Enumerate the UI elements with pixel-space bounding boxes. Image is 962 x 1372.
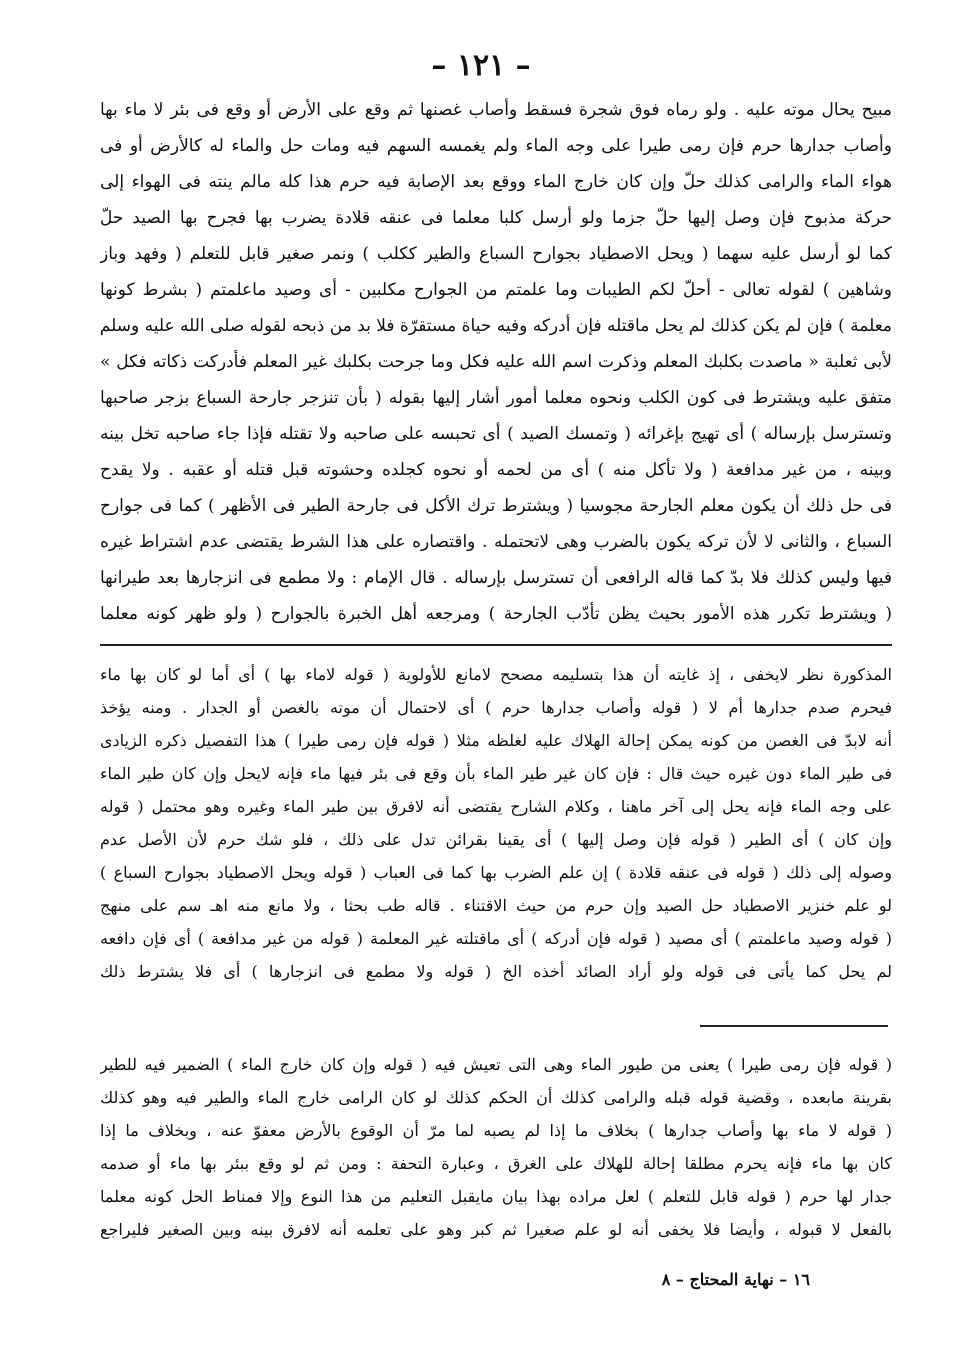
footnote-line: لو علم خنزير الاصطياد حل الصيد وإن حرم من حيث الاقتناء . قاله طب بحثا ، ولا مانع منه اهـ سم على منهج [100, 896, 892, 915]
footnote-line: جدار لها حرم ( قوله قابل للتعلم ) لعل مراده بهذا بيان مايقبل التعليم من هذا النوع وإلا فمناط الحل كونه معلما [100, 1187, 892, 1206]
footnote-line: بقرينة مابعده ، وقضية قوله قبله والرامى كذلك أن الحكم كذلك لو كان الرامى خارج الماء والطير فيه وهو كذلك [100, 1088, 892, 1107]
footnote-commentary-2 [100, 1048, 892, 1246]
footnote-line: كان بها ماء فإنه يحرم مطلقا إحالة للهلاك على الغرق ، وعبارة التحفة : ومن ثم لو وقع ببئر بها ماء أو صدمه [100, 1154, 892, 1173]
footnote-line: لم يحل كما يأتى فى قوله ولو أراد الصائد أخذه الخ ( قوله ولا مطمع فى انزجارها ) أى فلا يشترط ذلك [100, 962, 892, 981]
main-text [100, 92, 892, 632]
footnote-line: ( قوله فإن رمى طيرا ) يعنى من طيور الماء وهى التى تعيش فيه ( قوله وإن كان خارج الماء ) الضمير فيه للطير [100, 1055, 892, 1074]
footnote-line: المذكورة نظر لايخفى ، إذ غايته أن هذا بتسليمه مصحح لامانع للأولوية ( قوله لاماء بها ) أى أما لو كان بها ماء [100, 665, 892, 684]
footnote-line: أنه لابدّ فى الغصن من كونه يمكن إحالة الهلاك عليه لغلظه مثلا ( قوله فإن رمى طيرا ) هذا التفصيل ذكره الزيادى [100, 731, 892, 750]
footnote-line: فى طير الماء دون غيره حيث قال : فإن كان غير طير الماء بأن وقع فى بئر فيها ماء فإنه لايحل وإن كان طير الماء [100, 764, 892, 783]
main-line: متفق عليه ويشترط فى كون الكلب ونحوه معلما أمور أشار إليها بقوله ( بأن تنزجر جارحة السباع بزجر صاحبها [100, 388, 892, 408]
footnote-divider [100, 644, 892, 646]
footnote-line: فيحرم صدم جدارها أم لا ( قوله وأصاب جدارها حرم ) أى لاحتمال أن موته بالغصن أو الجدار . ومنه يؤخذ [100, 698, 892, 717]
main-line: مبيح يحال موته عليه . ولو رماه فوق شجرة فسقط وأصاب غصنها ثم وقع على الأرض أو وقع فى بئر لا ماء بها [100, 100, 892, 120]
main-line: ( ويشترط تكرر هذه الأمور بحيث يظن تأدّب الجارحة ) ومرجعه أهل الخبرة بالجوارح ( ولو ظهر كونه معلما [100, 604, 892, 624]
main-line: وتسترسل بإرساله ) أى تهيج بإغرائه ( وتمسك الصيد ) أى تحبسه على صاحبه ولا تقتله فإذا جاء صاحبه تخل بينه [100, 424, 892, 444]
main-line: وبينه ، من غير مدافعة ( ولا تأكل منه ) أى من لحمه أو نحوه كجلده وحشوته قبل قتله أو عقبه . ولا يقدح [100, 460, 892, 480]
footnote-line: وإن كان ) أى الطير ( قوله فإن وصل إليها ) أى يقينا بقرائن تدل على ذلك ، فلو شك حرم لأن الأصل عدم [100, 830, 892, 849]
main-line: وأصاب جدارها حرم فإن رمى طيرا على وجه الماء ولم يغمسه السهم فيه ومات حل والماء له كالأرض أو فى [100, 136, 892, 156]
footnote-commentary-1 [100, 658, 892, 988]
main-line: فيها وليس كذلك فلا بدّ كما قاله الرافعى أن تسترسل بإرساله . قال الإمام : ولا مطمع فى انزجارها بعد طيرانها [100, 568, 892, 588]
footnote-line: بالفعل لا قبوله ، وأيضا فلا يخفى أنه لو علم صغيرا ثم كبر وهو على تعلمه أنه لافرق بينه وبين الصغير فليراجع [100, 1220, 892, 1239]
footnote-short-divider [700, 1025, 888, 1027]
footnote-line: على وجه الماء فإنه يحل إلى آخر ماهنا ، وكلام الشارح يقتضى أنه لافرق بين طير الماء وغيره وهو محتمل ( قوله [100, 797, 892, 816]
main-line: وشاهين ) لقوله تعالى - أحلّ لكم الطيبات وما علمتم من الجوارح مكلبين - أى وصيد ماعلمتم ( بشرط كونها [100, 280, 892, 300]
main-line: فى حل ذلك أن يكون معلم الجارحة مجوسيا ( ويشترط ترك الأكل فى جارحة الطير فى الأظهر ) كما فى جوارح [100, 496, 892, 516]
footnote-line: ( قوله لا ماء بها وأصاب جدارها ) بخلاف ما إذا لم يصبه لما مرّ أن الوقوع بالأرض معفوّ عنه ، وبخلاف ما إذا [100, 1121, 892, 1140]
main-line: لأبى ثعلبة « ماصدت بكلبك المعلم وذكرت اسم الله عليه فكل وما جرحت بكلبك غير المعلم فأدركت ذكاته فكل » [100, 352, 892, 372]
footnote-line: وصوله إلى ذلك ( قوله فى عنقه قلادة ) إن علم الضرب بها كما فى العباب ( قوله ويحل الاصطياد بجوارح السباع ) [100, 863, 892, 882]
signature-mark: ١٦ – نهاية المحتاج – ٨ [661, 1270, 810, 1289]
page-number: – ١٢١ – [431, 48, 531, 83]
main-line: هواء الماء والرامى كذلك حلّ وإن كان خارج الماء ووقع بعد الإصابة فيه حرم هذا كله مالم ينته فى الهواء إلى [100, 172, 892, 192]
main-line: حركة مذبوح فإن وصل إليها حلّ جزما ولو أرسل كلبا معلما فى عنقه قلادة يضرب بها فجرح بها الصيد حلّ [100, 208, 892, 228]
main-line: كما لو أرسل عليه سهما ( ويحل الاصطياد بجوارح السباع والطير ككلب ) ونمر صغير قابل للتعلم ( وفهد وباز [100, 244, 892, 264]
main-line: السباع ، والثانى لا لأن تركه يكون بالضرب وهى لاتحتمله . واقتصاره على هذا الشرط يقتضى عدم اشتراط غيره [100, 532, 892, 552]
main-line: معلمة ) فإن لم يكن كذلك لم يحل ماقتله فإن أدركه وفيه حياة مستقرّة فلا بد من ذبحه لقوله صلى الله عليه وسلم [100, 316, 892, 336]
footnote-line: ( قوله وصيد ماعلمتم ) أى مصيد ( قوله فإن أدركه ) أى ماقتلته غير المعلمة ( قوله من غير مدافعة ) أى فإن دافعه [100, 929, 892, 948]
